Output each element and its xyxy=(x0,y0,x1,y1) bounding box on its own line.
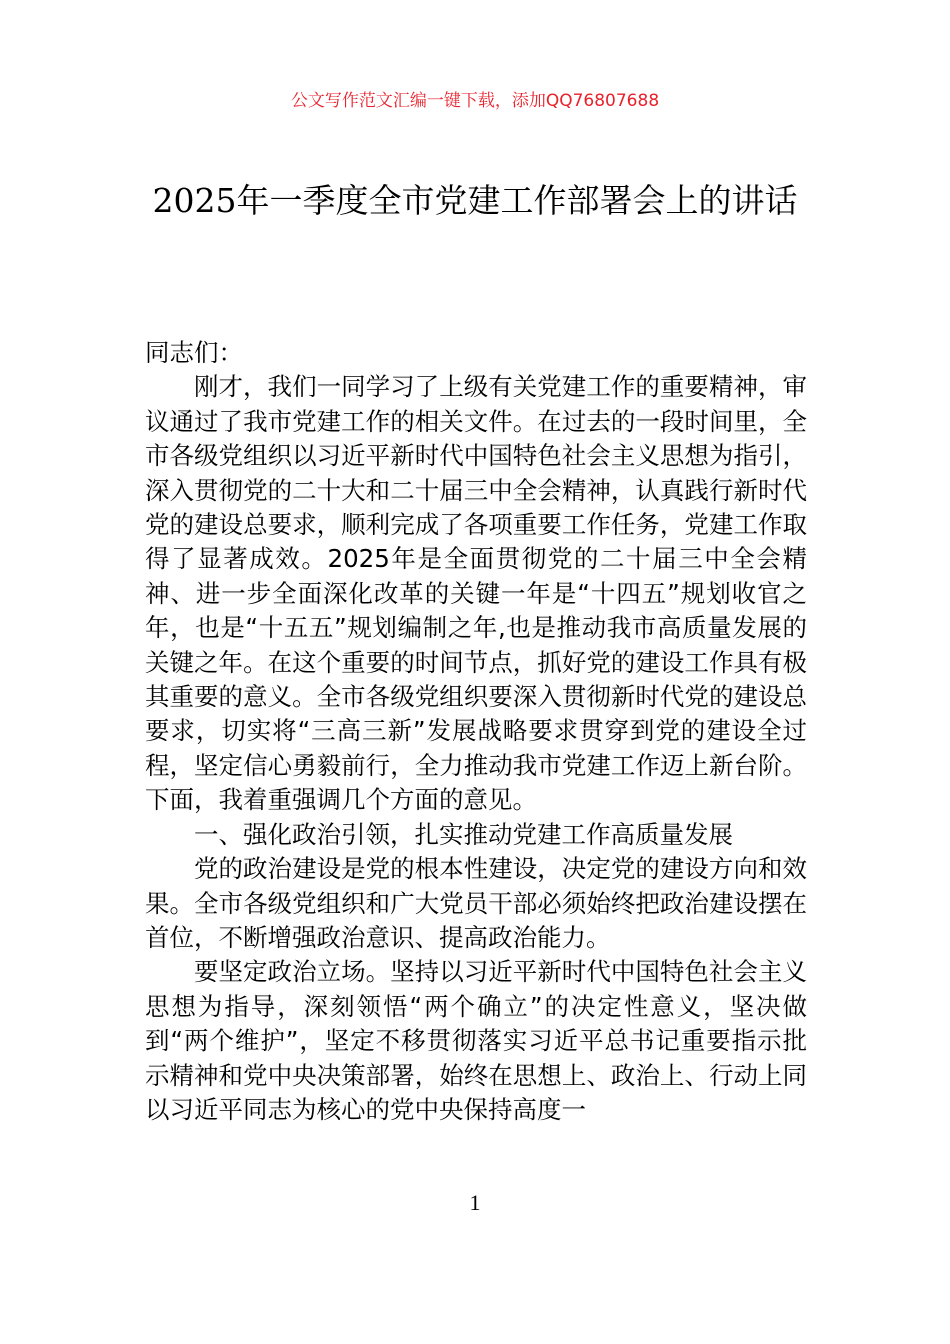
paragraph-political-building: 党的政治建设是党的根本性建设，决定党的建设方向和效果。全市各级党组织和广大党员干部必须始终把政治建设摆在首位，不断增强政治意识、提高政治能力。 xyxy=(145,854,807,952)
header-ad-text: 公文写作范文汇编一键下载，添加QQ76807688 xyxy=(290,91,660,111)
page-number: 1 xyxy=(469,1190,481,1215)
paragraph-political-stance: 要坚定政治立场。坚持以习近平新时代中国特色社会主义思想为指导，深刻领悟“两个确立”的决定性意义，坚决做到“两个维护”，坚定不移贯彻落实习近平总书记重要指示批示精神和党中央决策部署，始终在思想上、政治上、行动上同以习近平同志为核心的党中央保持高度一 xyxy=(145,957,807,1124)
section-heading-1: 一、强化政治引领，扎实推动党建工作高质量发展 xyxy=(194,819,733,849)
paragraph-intro: 刚才，我们一同学习了上级有关党建工作的重要精神，审议通过了我市党建工作的相关文件。在过去的一段时间里，全市各级党组织以习近平新时代中国特色社会主义思想为指引，深入贯彻党的二十大和二十届三中全会精神，认真践行新时代党的建设总要求，顺利完成了各项重要工作任务，党建工作取得了显著成效。2025年是全面贯彻党的二十届三中全会精神、进一步全面深化改革的关键一年是“十四五”规划收官之年，也是“十五五”规划编制之年,也是推动我市高质量发展的关键之年。在这个重要的时间节点，抓好党的建设工作具有极其重要的意义。全市各级党组织要深入贯彻新时代党的建设总要求，切实将“三高三新”发展战略要求贯穿到党的建设全过程，坚定信心勇毅前行，全力推动我市党建工作迈上新台阶。下面，我着重强调几个方面的意见。 xyxy=(145,372,807,815)
document-title: 2025年一季度全市党建工作部署会上的讲话 xyxy=(152,181,798,220)
salutation: 同志们： xyxy=(145,338,243,367)
document-body xyxy=(145,336,807,1127)
